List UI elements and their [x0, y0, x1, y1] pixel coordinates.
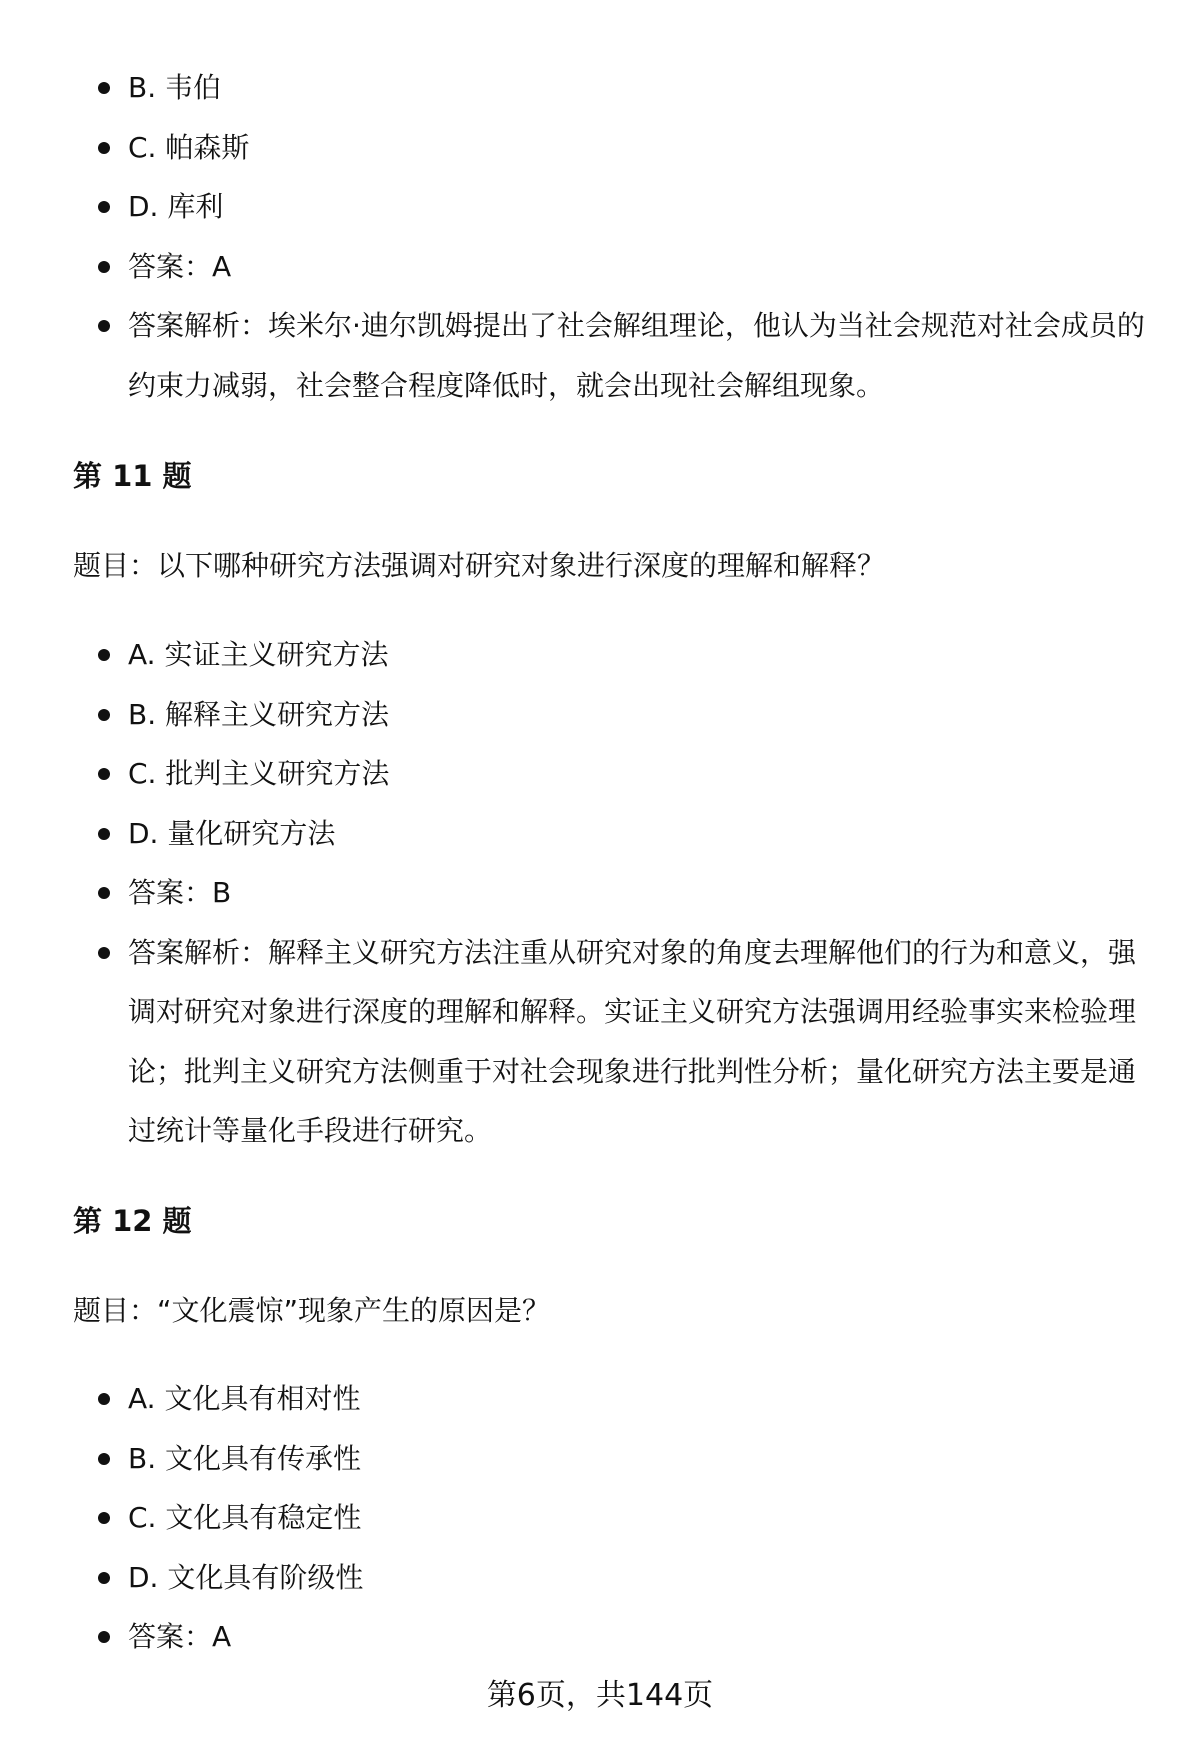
page-footer: 第6页，共144页 — [486, 1678, 714, 1713]
bullet-icon — [98, 887, 110, 899]
option-d — [0, 804, 1200, 864]
option-text: B. 解释主义研究方法 — [128, 697, 390, 731]
question-heading: 第 11 题 — [73, 459, 192, 493]
bullet-icon — [98, 1572, 110, 1584]
answer-analysis — [0, 923, 1190, 1161]
option-b — [0, 685, 1200, 745]
option-text: D. 量化研究方法 — [128, 816, 336, 850]
bullet-icon — [98, 649, 110, 661]
option-c — [0, 118, 1200, 178]
answer-text: 答案：A — [128, 1620, 232, 1653]
option-d — [0, 1548, 1200, 1608]
bullet-icon — [98, 1393, 110, 1405]
option-b — [0, 58, 1200, 118]
answer-text: 答案：A — [128, 249, 232, 283]
answer-text: 答案：B — [128, 876, 232, 909]
q10-option-list — [0, 58, 1200, 415]
answer — [0, 1607, 1200, 1667]
bullet-icon — [98, 768, 110, 780]
question-stem: 题目：“文化震惊”现象产生的原因是？ — [73, 1294, 551, 1327]
bullet-icon — [98, 320, 110, 332]
bullet-icon — [98, 82, 110, 94]
option-b — [0, 1429, 1200, 1489]
analysis-text: 答案解析：解释主义研究方法注重从研究对象的角度去理解他们的行为和意义，强调对研究对象进行深度的理解和解释。实证主义研究方法强调用经验事实来检验理论；批判主义研究方法侧重于对社会现象进行批判性分析；量化研究方法主要是通过统计等量化手段进行研究。 — [128, 935, 1137, 1147]
option-text: D. 库利 — [128, 190, 224, 223]
bullet-icon — [98, 201, 110, 213]
question-stem: 题目：以下哪种研究方法强调对研究对象进行深度的理解和解释？ — [73, 549, 886, 582]
option-text: A. 文化具有相对性 — [128, 1382, 361, 1415]
option-a — [0, 1369, 1200, 1429]
bullet-icon — [98, 1631, 110, 1643]
bullet-icon — [98, 142, 110, 154]
question-heading: 第 12 题 — [73, 1204, 192, 1238]
bullet-icon — [98, 1512, 110, 1524]
answer-analysis — [0, 296, 1190, 415]
option-text: C. 批判主义研究方法 — [128, 757, 390, 790]
option-d — [0, 177, 1200, 237]
option-text: B. 韦伯 — [128, 71, 222, 104]
option-text: D. 文化具有阶级性 — [128, 1560, 364, 1594]
bullet-icon — [98, 709, 110, 721]
answer — [0, 237, 1200, 297]
q11-option-list — [0, 625, 1200, 1161]
bullet-icon — [98, 1453, 110, 1465]
option-a — [0, 625, 1200, 685]
bullet-icon — [98, 947, 110, 959]
option-text: A. 实证主义研究方法 — [128, 638, 389, 671]
option-c — [0, 744, 1200, 804]
answer — [0, 863, 1200, 923]
analysis-text: 答案解析：埃米尔·迪尔凯姆提出了社会解组理论，他认为当社会规范对社会成员的约束力减弱，社会整合程度降低时，就会出现社会解组现象。 — [128, 309, 1145, 402]
option-c — [0, 1488, 1200, 1548]
option-text: C. 帕森斯 — [128, 130, 250, 164]
bullet-icon — [98, 261, 110, 273]
option-text: C. 文化具有稳定性 — [128, 1501, 362, 1534]
option-text: B. 文化具有传承性 — [128, 1441, 362, 1475]
q12-option-list — [0, 1369, 1200, 1667]
bullet-icon — [98, 828, 110, 840]
